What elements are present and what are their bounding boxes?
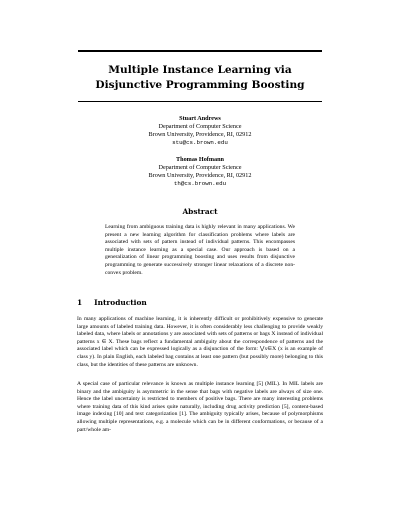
author-name: Thomas Hofmann xyxy=(176,156,224,163)
body-paragraph: In many applications of machine learning, it is inherently difficult or prohibitively expensive to generate large amounts of labeled training data. However, it is often considerably less challenging to provide weakly labeled data, where labels or annotations y are associated with sets of patterns or bags X instead of individual patterns x ∈ X. These bags reflect a fundamental ambiguity about the correspondence of patterns and the associated label which can be expressed logically as a disjunction of the form: ⋁x∈X (x is an example of class y). In plain English, each labeled bag contains at least one pattern (but possibly more) belonging to this class, but the identities of these patterns are unknown. xyxy=(77,316,323,368)
author-name: Stuart Andrews xyxy=(179,115,221,122)
paper-title xyxy=(60,63,340,93)
author-affiliation: Brown University, Providence, RI, 02912 xyxy=(148,172,252,179)
author-email: th@cs.brown.edu xyxy=(173,180,227,187)
title-line-1: Multiple Instance Learning via xyxy=(108,64,292,76)
abstract-heading: Abstract xyxy=(182,207,218,216)
title-bottom-rule xyxy=(78,101,322,102)
author-email: stu@cs.brown.edu xyxy=(172,139,228,146)
author-department: Department of Computer Science xyxy=(158,123,242,130)
section-title: Introduction xyxy=(94,298,147,307)
section-heading xyxy=(77,298,147,307)
author-block xyxy=(100,156,300,188)
author-affiliation: Brown University, Providence, RI, 02912 xyxy=(148,131,252,138)
author-department: Department of Computer Science xyxy=(158,164,242,171)
title-line-2: Disjunctive Programming Boosting xyxy=(95,79,305,91)
title-top-rule xyxy=(78,50,322,52)
body-paragraph: A special case of particular relevance is known as multiple instance learning [5] (MIL). In MIL labels are binary and the ambiguity is asymmetric in the sense that bags with negative labels are always of size one. Hence the label uncertainty is restricted to members of positive bags. There are many interesting problems where training data of this kind arises quite naturally, including drug activity prediction [5], content-based image indexing [10] and text categorization [1]. The ambiguity typically arises, because of polymorphisms allowing multiple representations, e.g. a molecule which can be in different conformations, or because of a part/whole am- xyxy=(77,381,323,433)
abstract-text: Learning from ambiguous training data is highly relevant in many applications. We present a new learning algorithm for classification problems where labels are associated with sets of pattern instead of individual patterns. This encompasses multiple instance learning as a special case. Our approach is based on a generalization of linear programming boosting and uses results from disjunctive programming to generate successively stronger linear relaxations of a discrete non-convex problem. xyxy=(105,224,295,276)
author-block xyxy=(100,115,300,147)
section-number: 1 xyxy=(77,298,83,307)
